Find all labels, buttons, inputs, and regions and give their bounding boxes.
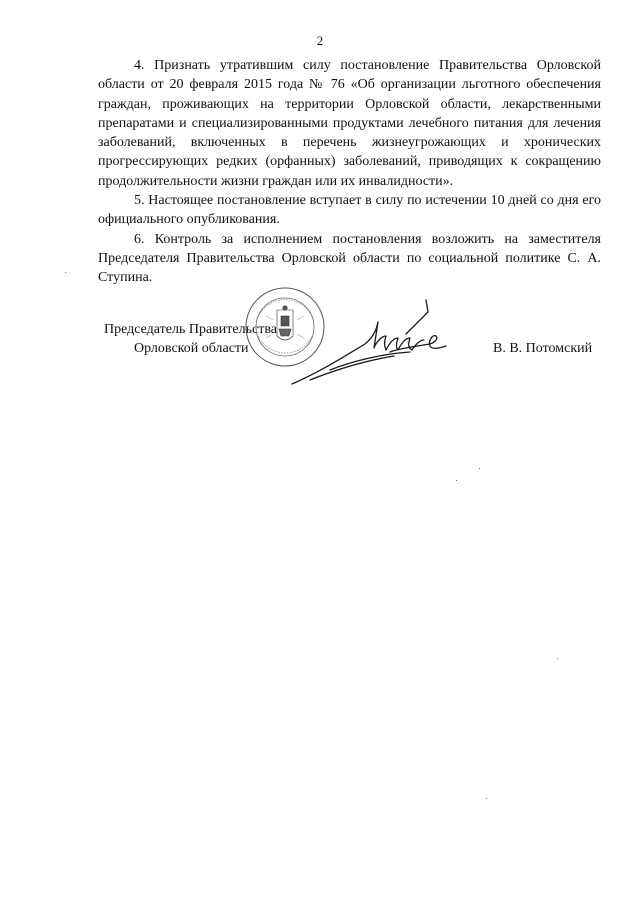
page-number: 2 bbox=[316, 33, 324, 48]
paragraph-6: 6. Контроль за исполнением постановления возложить на заместителя Председателя Правительства Орловской области по социальной политике С. А. Ступина. bbox=[98, 231, 601, 286]
paragraph-5: 5. Настоящее постановление вступает в силу по истечении 10 дней со дня его официального опубликования. bbox=[98, 193, 601, 228]
signatory-name: В. В. Потомский bbox=[493, 341, 593, 356]
scan-speck bbox=[65, 272, 66, 273]
signatory-title-line-1: Председатель Правительства bbox=[104, 322, 277, 337]
scan-speck bbox=[486, 798, 487, 799]
paragraph-4: 4. Признать утратившим силу постановление Правительства Орловской области от 20 февраля 2015 года № 76 «Об организации льготного обеспечения граждан, проживающих на территории Орловской области, лекарственными препаратами и специализированными продуктами лечебного питания для лечения заболеваний, включенных в перечень жизнеугрожающих и хронических прогрессирующих редких (орфанных) заболеваний, приводящих к сокращению продолжительности жизни граждан или их инвалидности». bbox=[98, 58, 601, 189]
signatory-title-line-2: Орловской области bbox=[134, 341, 249, 356]
scan-speck bbox=[557, 658, 558, 659]
scan-speck bbox=[479, 468, 480, 469]
document-body bbox=[98, 56, 601, 288]
handwritten-signature-icon bbox=[290, 292, 450, 388]
scan-speck bbox=[456, 480, 457, 481]
